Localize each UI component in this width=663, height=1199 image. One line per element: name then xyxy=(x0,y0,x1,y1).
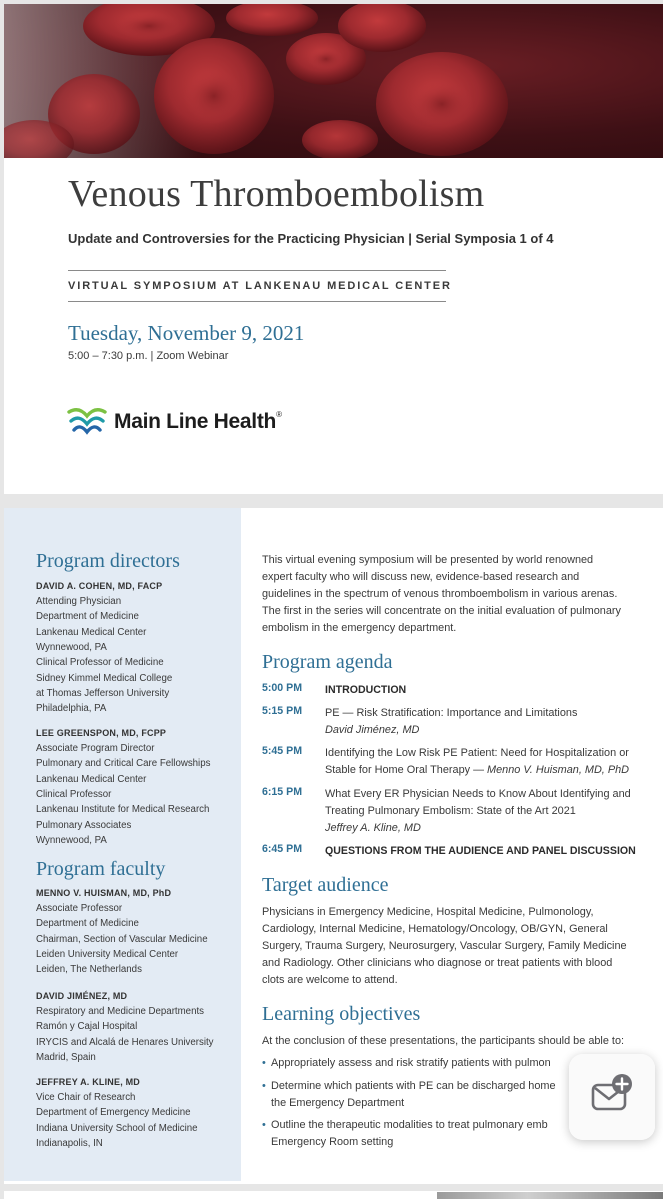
agenda-title-cont: Treating Pulmonary Embolism: State of the Art 2021 xyxy=(325,805,576,817)
agenda-text xyxy=(325,843,636,860)
agenda-time: 5:00 PM xyxy=(262,682,303,694)
person-detail: Wynnewood, PA xyxy=(36,642,107,654)
agenda-time: 6:15 PM xyxy=(262,786,303,798)
person-detail: Lankenau Medical Center xyxy=(36,626,147,638)
next-page-image xyxy=(437,1192,663,1199)
audience-line: clots are welcome to attend. xyxy=(262,974,398,986)
audience-line: Physicians in Emergency Medicine, Hospital Medicine, Pulmonology, xyxy=(262,906,594,918)
person-detail: Pulmonary and Critical Care Fellowships xyxy=(36,758,211,770)
faculty-entry xyxy=(36,989,236,1065)
objective-text xyxy=(271,1078,556,1112)
logo-wordmark xyxy=(114,410,282,434)
person-detail: Associate Program Director xyxy=(36,743,155,754)
objective-line: Appropriately assess and risk stratify patients with pulmon xyxy=(271,1057,551,1069)
person-detail: Vice Chair of Research xyxy=(36,1092,136,1103)
director-entry xyxy=(36,726,236,848)
person-detail: Associate Professor xyxy=(36,903,123,914)
person-name: LEE GREENSPON, MD, FCPP xyxy=(36,728,167,738)
director-entry xyxy=(36,579,236,717)
person-name: DAVID JIMÉNEZ, MD xyxy=(36,991,128,1001)
intro-line: guidelines in the spectrum of venous thromboembolism in various arenas. xyxy=(262,588,618,600)
person-detail: Pulmonary Associates xyxy=(36,819,132,831)
person-detail: Indiana University School of Medicine xyxy=(36,1122,198,1134)
sidebar xyxy=(4,508,241,1181)
objectives-intro xyxy=(262,1033,657,1050)
person-detail: Clinical Professor xyxy=(36,789,112,801)
intro-line: The first in the series will concentrate on the initial evaluation of pulmonary xyxy=(262,605,621,617)
blood-cell xyxy=(376,52,508,156)
audience-line: Surgery, Trauma Surgery, Neurosurgery, Vascular Surgery, Family Medicine xyxy=(262,940,627,952)
venue-label: VIRTUAL SYMPOSIUM AT LANKENAU MEDICAL CENTER xyxy=(68,280,452,292)
agenda-title: What Every ER Physician Needs to Know About Identifying and xyxy=(325,788,631,800)
agenda-text xyxy=(325,682,406,699)
objective-line: Outline the therapeutic modalities to treat pulmonary emb xyxy=(271,1119,548,1131)
person-detail: Indianapolis, IN xyxy=(36,1138,103,1150)
intro-line: This virtual evening symposium will be presented by world renowned xyxy=(262,554,594,566)
person-detail: Clinical Professor of Medicine xyxy=(36,657,164,669)
bullet: • xyxy=(262,1119,266,1131)
logo-mark-icon xyxy=(67,404,107,438)
logo-text: Main Line Health xyxy=(114,410,277,433)
person-detail: Wynnewood, PA xyxy=(36,835,107,847)
objective-line: Determine which patients with PE can be discharged home xyxy=(271,1080,556,1092)
objective-text xyxy=(271,1055,551,1072)
agenda-text xyxy=(325,786,631,837)
person-detail: Department of Medicine xyxy=(36,918,139,930)
person-detail: Madrid, Spain xyxy=(36,1052,96,1064)
agenda-time: 5:15 PM xyxy=(262,705,303,717)
agenda-title: Identifying the Low Risk PE Patient: Need for Hospitalization or xyxy=(325,747,629,759)
person-detail: at Thomas Jefferson University xyxy=(36,688,170,700)
objectives-intro-text: At the conclusion of these presentations, the participants should be able to: xyxy=(262,1035,625,1047)
document-subtitle: Update and Controversies for the Practicing Physician | Serial Symposia 1 of 4 xyxy=(68,231,554,246)
divider-line xyxy=(68,301,446,302)
event-time: 5:00 – 7:30 p.m. | Zoom Webinar xyxy=(68,350,229,362)
blood-cells-illustration xyxy=(4,4,663,158)
objective-line: Emergency Room setting xyxy=(271,1136,394,1148)
program-directors-heading: Program directors xyxy=(36,550,180,572)
agenda-speaker: Jeffrey A. Kline, MD xyxy=(325,822,421,834)
cover-page xyxy=(4,4,663,494)
program-faculty-heading: Program faculty xyxy=(36,858,166,880)
agenda-text xyxy=(325,705,577,739)
intro-line: expert faculty who will discuss new, evidence-based research and xyxy=(262,571,580,583)
audience-line: Cardiology, Internal Medicine, Hematology/Oncology, OB/GYN, General xyxy=(262,923,608,935)
person-detail: Ramón y Cajal Hospital xyxy=(36,1021,138,1033)
person-detail: IRYCIS and Alcalá de Henares University xyxy=(36,1036,214,1048)
divider-line xyxy=(68,270,446,271)
agenda-title: QUESTIONS FROM THE AUDIENCE AND PANEL DISCUSSION xyxy=(325,845,636,857)
faculty-entry xyxy=(36,1075,236,1151)
agenda-speaker: Menno V. Huisman, MD, PhD xyxy=(487,764,630,776)
person-detail: Leiden University Medical Center xyxy=(36,949,179,961)
person-name: JEFFREY A. KLINE, MD xyxy=(36,1077,141,1087)
person-detail: Department of Emergency Medicine xyxy=(36,1107,191,1119)
objective-line: the Emergency Department xyxy=(271,1097,405,1109)
intro-line: embolism in the emergency department. xyxy=(262,622,457,634)
agenda-title: INTRODUCTION xyxy=(325,684,407,696)
target-audience-heading: Target audience xyxy=(262,874,389,896)
mail-add-icon xyxy=(589,1073,635,1119)
agenda-time: 5:45 PM xyxy=(262,745,303,757)
person-detail: Lankenau Medical Center xyxy=(36,773,147,785)
audience-line: and Radiology. Other clinicians who diagnose or treat patients with blood xyxy=(262,957,613,969)
person-detail: Attending Physician xyxy=(36,596,122,607)
intro-paragraph xyxy=(262,552,654,637)
person-detail: Department of Medicine xyxy=(36,611,139,623)
audience-paragraph xyxy=(262,904,657,989)
person-name: MENNO V. HUISMAN, MD, PhD xyxy=(36,888,172,898)
person-detail: Chairman, Section of Vascular Medicine xyxy=(36,933,208,945)
person-detail: Leiden, The Netherlands xyxy=(36,964,142,976)
agenda-time: 6:45 PM xyxy=(262,843,303,855)
bullet: • xyxy=(262,1057,266,1069)
program-agenda-heading: Program agenda xyxy=(262,651,393,673)
agenda-speaker: David Jiménez, MD xyxy=(325,724,420,736)
document-title: Venous Thromboembolism xyxy=(68,173,485,215)
objective-text xyxy=(271,1117,548,1151)
registered-mark: ® xyxy=(276,410,282,419)
agenda-title: PE — Risk Stratification: Importance and Limitations xyxy=(325,707,578,719)
event-date: Tuesday, November 9, 2021 xyxy=(68,321,305,345)
person-detail: Respiratory and Medicine Departments xyxy=(36,1006,204,1017)
learning-objectives-heading: Learning objectives xyxy=(262,1003,421,1025)
bullet: • xyxy=(262,1080,266,1092)
person-name: DAVID A. COHEN, MD, FACP xyxy=(36,581,163,591)
main-line-health-logo xyxy=(67,404,327,438)
agenda-text xyxy=(325,745,629,779)
faculty-entry xyxy=(36,886,236,978)
agenda-title-cont: Stable for Home Oral Therapy — xyxy=(325,764,488,776)
person-detail: Philadelphia, PA xyxy=(36,703,107,715)
blood-cell xyxy=(154,38,274,154)
red-blood-cells-image xyxy=(4,4,663,158)
person-detail: Lankenau Institute for Medical Research xyxy=(36,804,210,816)
program-page xyxy=(4,508,663,1184)
person-detail: Sidney Kimmel Medical College xyxy=(36,672,173,684)
add-to-mail-button[interactable] xyxy=(569,1054,655,1140)
